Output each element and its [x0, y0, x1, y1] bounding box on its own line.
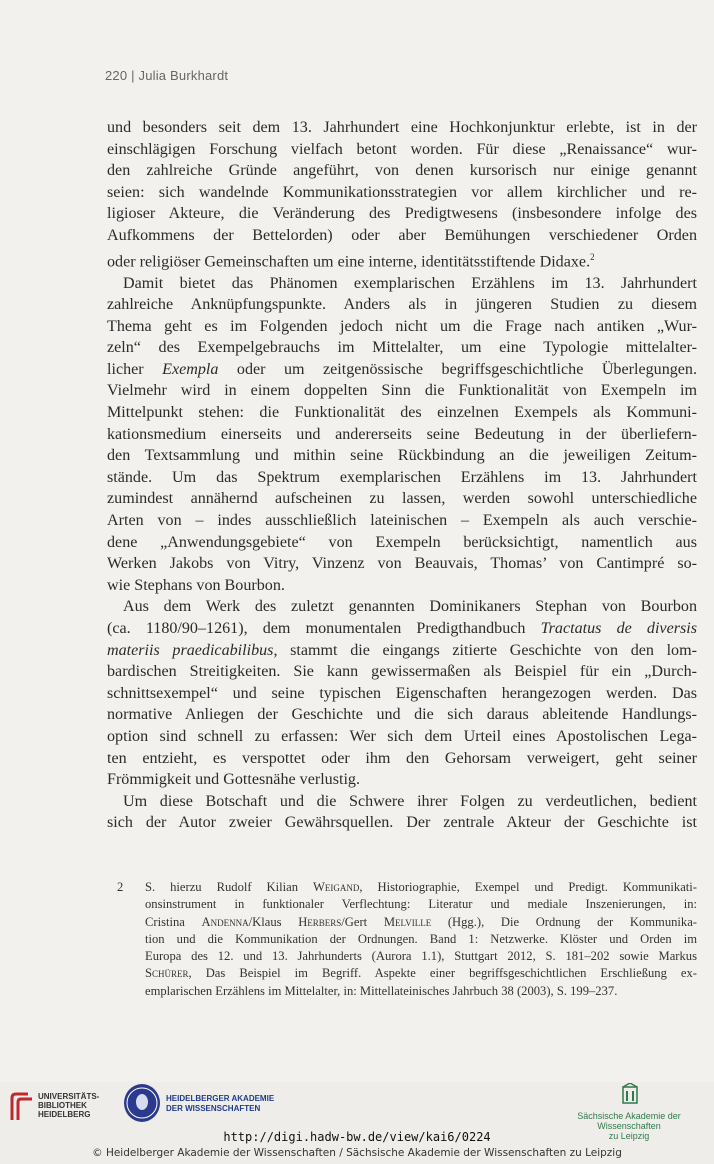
footnote-text: , Das Beispiel im Begriff. Aspekte einer begriffsgeschichtlichen Erschließung ex- — [188, 966, 697, 981]
copyright-notice: © Heidelberger Akademie der Wissenschaften / Sächsische Akademie der Wissenschaften zu Leipzig — [92, 1147, 622, 1159]
text-line: Thema geht es im Folgenden jedoch nicht um die Frage nach antiken „Wur- — [107, 317, 697, 335]
hadw-seal-icon[interactable] — [124, 1084, 160, 1122]
ub-heidelberg-label: UNIVERSITÄTS- BIBLIOTHEK HEIDELBERG — [38, 1092, 100, 1119]
footnote-line — [117, 965, 697, 982]
text-line: wie Stephans von Bourbon. — [107, 576, 285, 594]
text-line: Aus dem Werk des zuletzt genannten Dominikaners Stephan von Bourbon — [123, 598, 697, 616]
permalink-url[interactable]: http://digi.hadw-bw.de/view/kai6/0224 — [223, 1130, 491, 1144]
footnote-text: /Gert — [341, 914, 368, 929]
text-line: zumindest annähernd aufscheinen zu lassen, werden sowohl unterschiedliche — [107, 490, 697, 508]
text-line: zeln“ des Exempelgebrauchs im Mittelalter, um eine Typologie mittelalter- — [107, 339, 697, 357]
text-line: Damit bietet das Phänomen exemplarischen Erzählens im 13. Jahrhundert — [123, 274, 697, 292]
footnote-text: /Klaus — [248, 914, 282, 929]
text-line: Arten von – indes ausschließlich lateinischen – Exempeln als auch verschie- — [107, 512, 697, 530]
text-line: seien: sich wandelnde Kommunikationsstrategien vor allem kirchlicher und re- — [107, 183, 697, 201]
text-line: einschlägigen Forschung vielfach betont worden. Für diese „Renaissance“ wur- — [107, 140, 697, 158]
text-line: ten entzieht, es verspottet oder ihm den Gehorsam verweigert, geht seiner — [107, 749, 697, 767]
body-text — [107, 117, 697, 834]
hadw-label: HEIDELBERGER AKADEMIE DER WISSENSCHAFTEN — [166, 1094, 275, 1113]
text-line: zahlreiche Anknüpfungspunkte. Anders als in jüngeren Studien zu diesem — [107, 296, 697, 314]
text-line: schnittsexempel“ und seine typischen Eigenschaften herangezogen werden. Das — [107, 684, 697, 702]
author-name: Andenna — [201, 914, 249, 929]
text-line: den zahlreiche Gründe angeführt, von denen kursorisch nur einige genannt — [107, 162, 697, 180]
text-line: dene „Anwendungsgebiete“ von Exempeln berücksichtigt, namentlich aus — [107, 533, 697, 551]
text-line — [107, 359, 697, 381]
text-line: sich der Autor zweier Gewährsquellen. Der zentrale Akteur der Geschichte ist — [107, 814, 697, 832]
text-line: bardischen Streitigkeiten. Sie kann gewissermaßen als Beispiel für ein „Durch- — [107, 663, 697, 681]
text-segment: licher — [107, 360, 144, 378]
footnote-line: tion und die Kommunikation der Ordnungen. Band 1: Netzwerke. Klöster und Orden im — [145, 931, 697, 946]
saw-label: Sächsische Akademie der Wissenschaften zu Leipzig — [577, 1111, 681, 1141]
text-line: kationsmedium einerseits und andererseits seine Bedeutung in der überliefern- — [107, 425, 697, 443]
text-segment: stammt die eingangs zitierte Geschichte von den lom- — [290, 641, 697, 659]
footnote-text: Cristina — [145, 914, 185, 929]
footnote-text: (Hgg.), Die Ordnung der Kommunika- — [431, 914, 698, 929]
text-line — [107, 618, 697, 640]
text-line: Um diese Botschaft und die Schwere ihrer Folgen zu verdeutlichen, bedient — [123, 792, 697, 810]
text-line: Frömmigkeit und Gottesnähe verlustig. — [107, 771, 360, 789]
footnote — [117, 879, 697, 1000]
text-segment: (ca. 1180/90–1261), dem monumentalen Predigthandbuch — [107, 620, 526, 638]
footnote-text: , Historiographie, Exempel und Predigt. Kommunikati- — [359, 880, 697, 894]
text-line: Vielmehr wird in einem doppelten Sinn die Funktionalität von Exempeln im — [107, 382, 697, 400]
footnote-line: onsinstrument in funktionaler Verflechtung: Literatur und mediale Inszenierungen, in: — [145, 897, 697, 912]
text-line-content: oder religiöser Gemeinschaften um eine interne, identitätsstiftende Didaxe. — [107, 252, 591, 270]
running-head: 220 | Julia Burkhardt — [105, 68, 229, 83]
author-name: Schürer — [145, 966, 189, 981]
text-line: ligioser Akteure, die Veränderung des Predigtwesens (insbesondere infolge des — [107, 205, 697, 223]
text-line: Mittelpunkt stehen: die Funktionalität des einzelnen Exempels als Kommuni- — [107, 404, 697, 422]
text-line — [107, 247, 697, 273]
footnote-line — [117, 914, 697, 931]
footnote-text: S. hierzu Rudolf Kilian — [145, 880, 299, 894]
text-segment: oder um zeitgenössische begriffsgeschichtliche Überlegungen. — [236, 360, 697, 378]
text-line: Aufkommens der Bettelorden) oder aber Bemühungen verschiedener Orden — [107, 226, 697, 244]
saw-emblem-icon[interactable] — [620, 1083, 640, 1105]
text-line: den Textsammlung und mithin seine Rückbindung an die jeweiligen Zeitum- — [107, 447, 697, 465]
text-line: stände. Um das Spektrum exemplarischen Erzählens im 13. Jahrhundert — [107, 468, 697, 486]
text-line: und besonders seit dem 13. Jahrhundert eine Hochkonjunktur erlebte, ist in der — [107, 119, 697, 136]
author-name: Herbers — [298, 914, 342, 929]
author-name: Weigand — [313, 880, 360, 894]
text-line: normative Anliegen der Geschichte und die sich daraus ableitende Handlungs- — [107, 706, 697, 724]
footnote-line — [117, 879, 697, 896]
text-line: materiis praedicabilibus, stammt die eingangs zitierte Geschichte von den lom- — [107, 641, 697, 659]
footnote-number: 2 — [117, 880, 124, 894]
italic-title: materiis praedicabilibus — [107, 641, 274, 659]
author-name: Melville — [383, 914, 432, 929]
text-line: Werken Jakobs von Vitry, Vinzenz von Beauvais, Thomas’ von Cantimpré so- — [107, 555, 697, 573]
footnote-line: Europa des 12. und 13. Jahrhunderts (Aurora 1.1), Stuttgart 2012, S. 181–202 sowie Markus — [145, 949, 697, 964]
digitization-footer — [0, 1082, 714, 1164]
footnote-ref[interactable]: 2 — [590, 251, 595, 262]
italic-title: Tractatus de diversis — [540, 620, 697, 638]
footnote-line: emplarischen Erzählens im Mittelalter, in: Mittellateinisches Jahrbuch 38 (2003), S. 199–237. — [145, 983, 618, 998]
italic-term-exempla: Exempla — [162, 360, 219, 378]
text-line: option sind schnell zu erfassen: Wer sich dem Urteil eines Apostolischen Lega- — [107, 727, 697, 745]
